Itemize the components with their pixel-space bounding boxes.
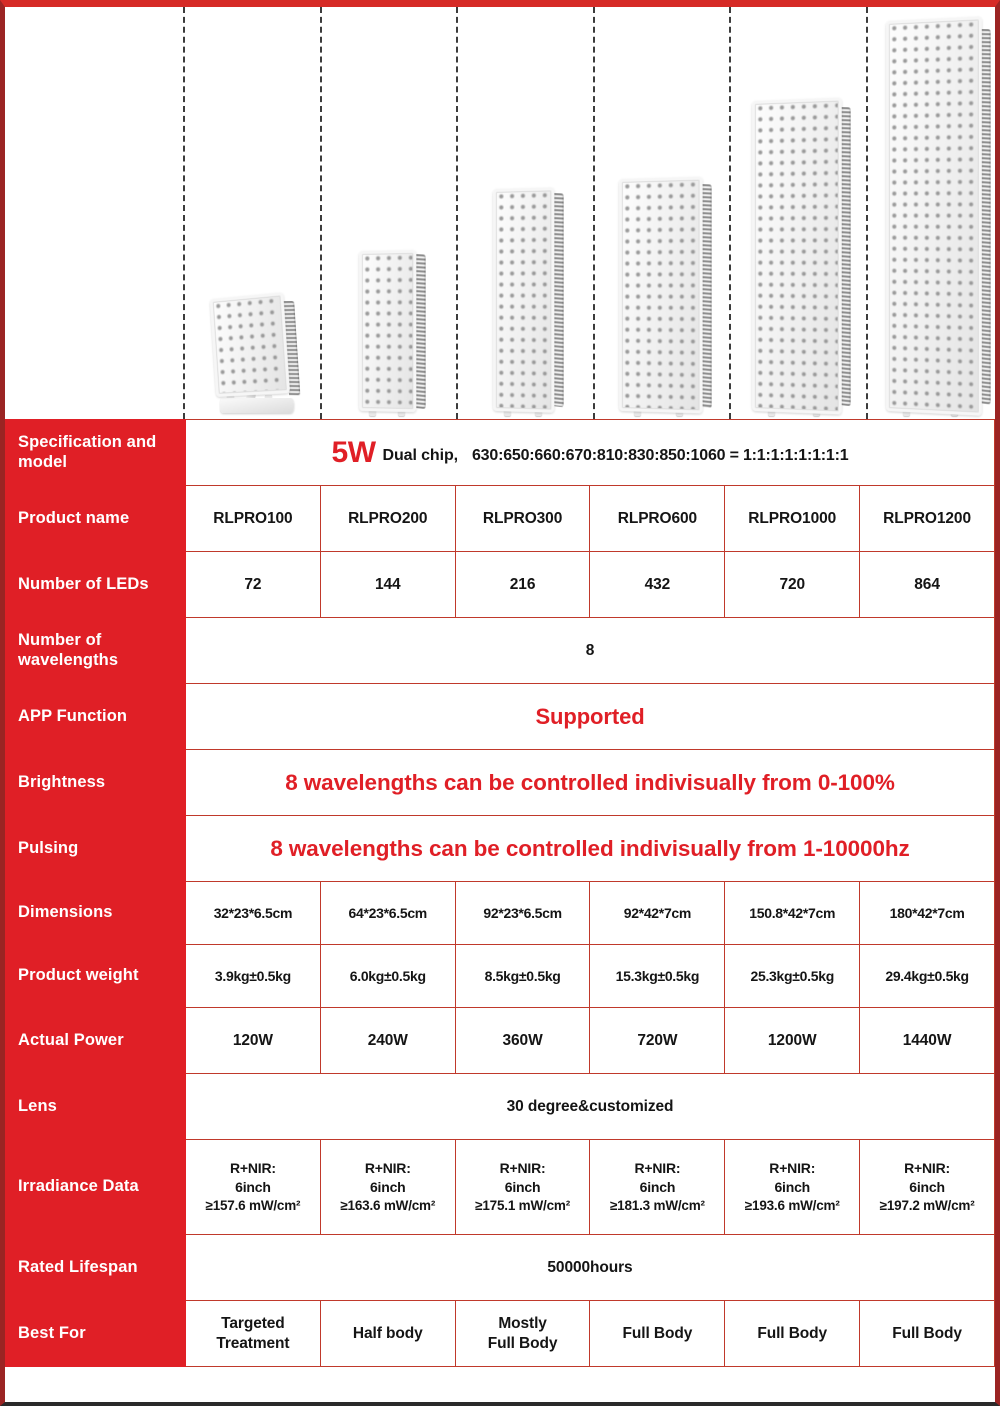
led-grid-face [619,177,703,414]
irradiance-line-value: ≥193.6 mW/cm² [744,1197,840,1213]
cell-actual-power: 1440W [860,1008,995,1074]
product-panel-rlpro1000 [729,101,866,411]
led-grid-face [359,250,416,412]
cell-product-weight: 29.4kg±0.5kg [860,945,995,1008]
cell-irradiance [320,1140,455,1235]
irradiance-line-distance: 6inch [504,1178,541,1195]
led-grid-face [886,16,982,416]
cell-actual-power: 1200W [725,1008,860,1074]
chip-type: Dual chip, [382,446,458,464]
cell-product-name: RLPRO100 [186,486,321,552]
specification-value-cell [186,420,995,486]
irradiance-line-value: ≥163.6 mW/cm² [340,1197,436,1213]
cell-lens: 30 degree&customized [186,1074,995,1140]
cell-best-for [590,1301,725,1367]
cell-product-weight: 25.3kg±0.5kg [725,945,860,1008]
best-for-line: Treatment [216,1334,290,1352]
irradiance-line-value: ≥197.2 mW/cm² [879,1197,975,1213]
row-label-irradiance-data: Irradiance Data [6,1140,186,1235]
best-for-line: Half body [352,1324,423,1342]
cell-irradiance [590,1140,725,1235]
led-panel-body [493,189,555,411]
product-panel-rlpro300 [456,189,593,411]
cell-product-name: RLPRO300 [455,486,590,552]
power-rating: 5W [331,435,376,469]
cell-actual-power: 360W [455,1008,590,1074]
row-label-brightness: Brightness [6,750,186,816]
cell-actual-power: 720W [590,1008,725,1074]
led-grid-face [210,292,290,397]
irradiance-line-value: ≥181.3 mW/cm² [609,1197,705,1213]
row-label-lens: Lens [6,1074,186,1140]
led-panel-body [886,21,982,411]
cell-best-for [186,1301,321,1367]
cell-number-of-leds: 864 [860,552,995,618]
irradiance-line-type: R+NIR: [634,1160,681,1177]
row-label-app-function: APP Function [6,684,186,750]
cell-best-for [860,1301,995,1367]
cell-irradiance [455,1140,590,1235]
cell-pulsing: 8 wavelengths can be controlled indivisually from 1-10000hz [186,816,995,882]
cell-product-weight: 3.9kg±0.5kg [186,945,321,1008]
table-row-number-of-wavelengths [6,618,995,684]
row-label-product-name: Product name [6,486,186,552]
row-label-dimensions: Dimensions [6,882,186,945]
table-row-product-name [6,486,995,552]
cell-number-of-leds: 432 [590,552,725,618]
cell-actual-power: 240W [320,1008,455,1074]
irradiance-line-value: ≥175.1 mW/cm² [475,1197,570,1213]
led-grid-face [752,97,842,414]
cell-irradiance [725,1140,860,1235]
cell-product-name: RLPRO1000 [725,486,860,552]
table-row-lens [6,1074,995,1140]
cell-dimensions: 32*23*6.5cm [186,882,321,945]
cell-product-name: RLPRO600 [590,486,725,552]
cell-brightness: 8 wavelengths can be controlled indivisually from 0-100% [186,750,995,816]
table-body [6,420,995,1367]
irradiance-line-type: R+NIR: [499,1160,546,1177]
specification-table [5,419,995,1367]
cell-irradiance [186,1140,321,1235]
row-label-product-weight: Product weight [6,945,186,1008]
irradiance-line-distance: 6inch [369,1178,406,1195]
cell-number-of-leds: 216 [455,552,590,618]
irradiance-line-value: ≥157.6 mW/cm² [205,1197,301,1213]
irradiance-line-type: R+NIR: [364,1160,411,1177]
cell-dimensions: 64*23*6.5cm [320,882,455,945]
led-panel-body [752,101,842,411]
led-grid-face [493,187,554,412]
cell-number-of-leds: 72 [186,552,321,618]
table-row-pulsing [6,816,995,882]
cell-number-of-leds: 720 [725,552,860,618]
cell-irradiance [860,1140,995,1235]
led-panel-body [619,179,703,411]
table-row-specification [6,420,995,486]
best-for-line: Targeted [221,1315,285,1333]
table-row-app-function [6,684,995,750]
cell-best-for [455,1301,590,1367]
irradiance-line-type: R+NIR: [229,1160,276,1177]
product-panel-rlpro100 [183,299,320,397]
best-for-line: Full Body [757,1324,828,1342]
cell-rated-lifespan: 50000hours [186,1235,995,1301]
irradiance-line-type: R+NIR: [769,1160,816,1177]
row-label-best-for: Best For [6,1301,186,1367]
row-label-specification: Specification and model [6,420,186,486]
best-for-line: Full Body [622,1324,693,1342]
cell-number-of-leds: 144 [320,552,455,618]
cell-dimensions: 180*42*7cm [860,882,995,945]
irradiance-line-distance: 6inch [909,1178,945,1195]
row-label-rated-lifespan: Rated Lifespan [6,1235,186,1301]
table-row-product-weight [6,945,995,1008]
table-row-rated-lifespan [6,1235,995,1301]
best-for-line: Full Body [487,1334,558,1352]
led-panel-body [213,299,289,397]
product-panel-rlpro1200 [866,21,1000,411]
product-image-gallery [5,7,995,419]
table-row-number-of-leds [6,552,995,618]
row-label-pulsing: Pulsing [6,816,186,882]
cell-number-of-wavelengths: 8 [186,618,995,684]
best-for-line: Mostly [498,1315,547,1333]
cell-best-for [725,1301,860,1367]
cell-product-weight: 15.3kg±0.5kg [590,945,725,1008]
wavelength-ratio: 630:650:660:670:810:830:850:1060 = 1:1:1:1:1:1:1:1 [471,446,849,464]
led-panel-body [359,251,417,411]
cell-dimensions: 92*42*7cm [590,882,725,945]
cell-app-function: Supported [186,684,995,750]
cell-actual-power: 120W [186,1008,321,1074]
row-label-number-of-wavelengths: Number of wavelengths [6,618,186,684]
product-panel-rlpro200 [320,251,457,411]
irradiance-line-distance: 6inch [235,1178,271,1195]
cell-best-for [320,1301,455,1367]
product-panel-rlpro600 [593,179,730,411]
cell-product-name: RLPRO1200 [860,486,995,552]
irradiance-line-type: R+NIR: [904,1160,950,1177]
table-row-actual-power [6,1008,995,1074]
cell-dimensions: 150.8*42*7cm [725,882,860,945]
cell-product-weight: 6.0kg±0.5kg [320,945,455,1008]
best-for-line: Full Body [892,1324,962,1342]
table-row-best-for [6,1301,995,1367]
cell-product-name: RLPRO200 [320,486,455,552]
table-row-irradiance-data [6,1140,995,1235]
table-row-brightness [6,750,995,816]
row-label-actual-power: Actual Power [6,1008,186,1074]
irradiance-line-distance: 6inch [639,1178,676,1195]
irradiance-line-distance: 6inch [774,1178,811,1195]
row-label-number-of-leds: Number of LEDs [6,552,186,618]
cell-product-weight: 8.5kg±0.5kg [455,945,590,1008]
cell-dimensions: 92*23*6.5cm [455,882,590,945]
table-row-dimensions [6,882,995,945]
desk-stand-base [220,398,294,413]
